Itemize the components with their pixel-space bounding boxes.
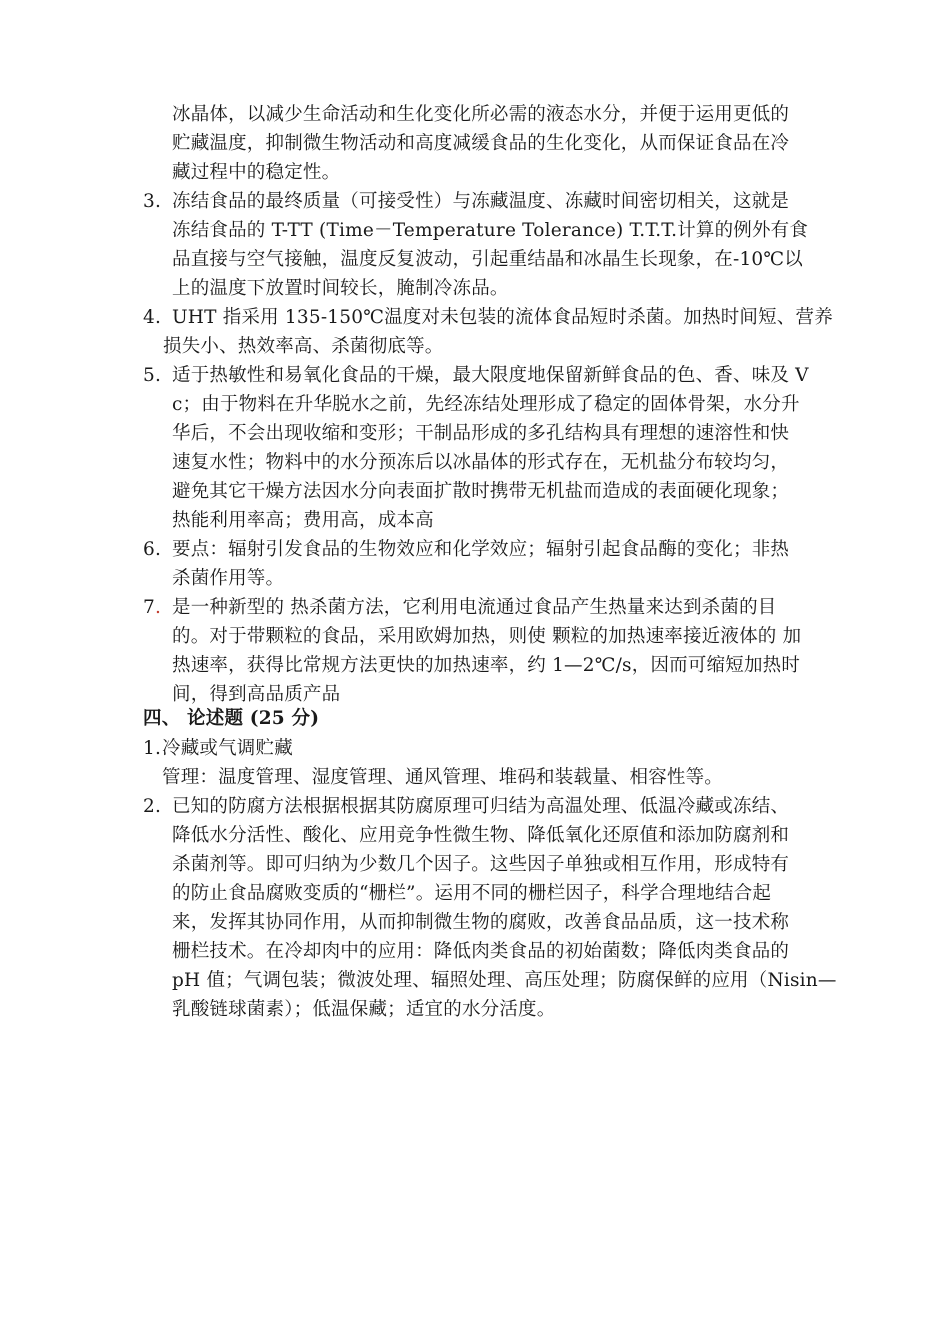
- text-line: 避免其它干燥方法因水分向表面扩散时携带无机盐而造成的表面硬化现象；: [172, 481, 790, 502]
- item-number: 4.: [143, 307, 162, 328]
- text-line: 贮藏温度，抑制微生物活动和高度减缓食品的生化变化，从而保证食品在冷: [172, 133, 790, 154]
- text-line: 已知的防腐方法根据根据其防腐原理可归结为高温处理、低温冷藏或冻结、: [172, 796, 790, 817]
- text-line: pH 值；气调包装；微波处理、辐照处理、高压处理；防腐保鲜的应用（Nisin—: [172, 970, 837, 991]
- text-line: 是一种新型的 热杀菌方法，它利用电流通过食品产生热量来达到杀菌的目: [172, 597, 777, 618]
- text-line: 的防止食品腐败变质的“栅栏”。运用不同的栅栏因子，科学合理地结合起: [172, 883, 772, 904]
- item-number: 3.: [143, 191, 162, 212]
- text-line: 损失小、热效率高、杀菌彻底等。: [163, 336, 444, 357]
- item-number: 5.: [143, 365, 162, 386]
- text-line: 冻结食品的 T-TT (Time－Temperature Tolerance) T.T.T.计算的例外有食: [172, 220, 809, 241]
- text-line: 冰晶体，以减少生命活动和生化变化所必需的液态水分，并便于运用更低的: [172, 104, 790, 125]
- text-line: 冷藏或气调贮藏: [162, 738, 293, 759]
- item-number: 6.: [143, 539, 162, 560]
- text-line: 杀菌剂等。即可归纳为少数几个因子。这些因子单独或相互作用，形成特有: [172, 854, 790, 875]
- text-line: 的。对于带颗粒的食品，采用欧姆加热，则使 颗粒的加热速率接近液体的 加: [172, 626, 802, 647]
- item-number: 7.: [143, 597, 162, 618]
- text-line: 适于热敏性和易氧化食品的干燥，最大限度地保留新鲜食品的色、香、味及 V: [172, 365, 809, 386]
- text-line: 热能利用率高；费用高，成本高: [172, 510, 434, 531]
- item-number: 2.: [143, 796, 162, 817]
- item-number: 1.: [143, 738, 162, 759]
- section-heading: 四、 论述题 (25 分): [143, 708, 320, 729]
- text-line: 藏过程中的稳定性。: [172, 162, 341, 183]
- text-line: 管理：温度管理、湿度管理、通风管理、堆码和装载量、相容性等。: [162, 767, 724, 788]
- text-line: 要点：辐射引发食品的生物效应和化学效应；辐射引起食品酶的变化；非热: [172, 539, 790, 560]
- text-line: 来，发挥其协同作用，从而抑制微生物的腐败，改善食品品质，这一技术称: [172, 912, 790, 933]
- text-line: c；由于物料在升华脱水之前，先经冻结处理形成了稳定的固体骨架，水分升: [172, 394, 800, 415]
- text-line: 华后，不会出现收缩和变形；干制品形成的多孔结构具有理想的速溶性和快: [172, 423, 790, 444]
- text-line: 上的温度下放置时间较长，腌制冷冻品。: [172, 278, 509, 299]
- text-line: 热速率，获得比常规方法更快的加热速率，约 1—2℃/s，因而可缩短加热时: [172, 655, 801, 676]
- text-line: 品直接与空气接触，温度反复波动，引起重结晶和冰晶生长现象，在-10℃以: [172, 249, 803, 270]
- text-line: 冻结食品的最终质量（可接受性）与冻藏温度、冻藏时间密切相关，这就是: [172, 191, 790, 212]
- text-line: 栅栏技术。在冷却肉中的应用：降低肉类食品的初始菌数；降低肉类食品的: [172, 941, 790, 962]
- text-line: UHT 指采用 135-150℃温度对未包装的流体食品短时杀菌。加热时间短、营养: [172, 307, 833, 328]
- text-line: 降低水分活性、酸化、应用竞争性微生物、降低氧化还原值和添加防腐剂和: [172, 825, 790, 846]
- text-line: 杀菌作用等。: [172, 568, 285, 589]
- text-line: 间，得到高品质产品: [172, 684, 341, 705]
- text-line: 速复水性；物料中的水分预冻后以冰晶体的形式存在，无机盐分布较均匀，: [172, 452, 790, 473]
- text-line: 乳酸链球菌素）；低温保藏；适宜的水分活度。: [172, 999, 556, 1020]
